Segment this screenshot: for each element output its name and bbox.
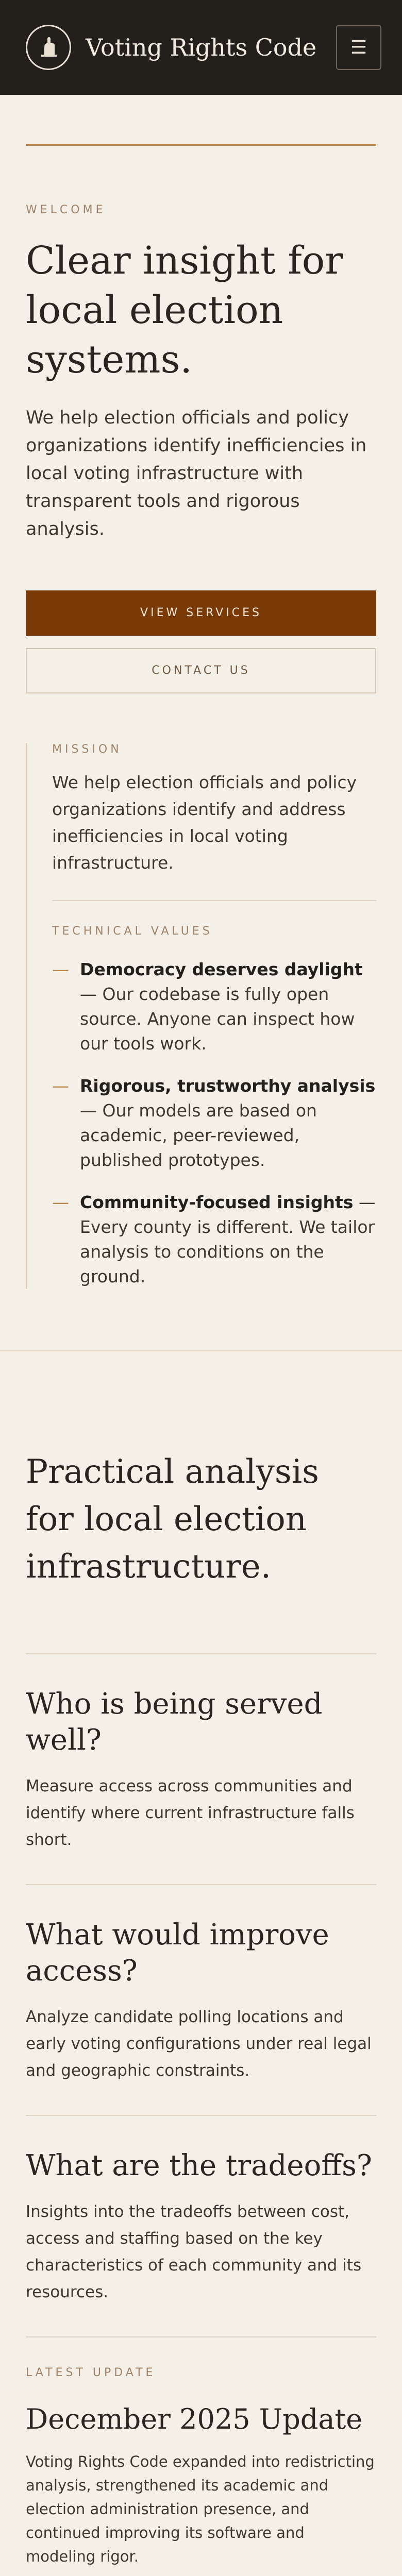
question-card <box>26 1884 376 2115</box>
dash-icon: — <box>52 1192 69 1212</box>
divider <box>52 900 376 901</box>
mission-text: We help election officials and policy organizations identify and address inefficiencies in local voting infrastructure. <box>52 772 357 873</box>
view-services-button[interactable]: VIEW SERVICES <box>26 590 376 636</box>
value-title: Democracy deserves daylight <box>80 959 363 979</box>
question-title: Who is being served well? <box>26 1687 323 1757</box>
mission-panel <box>26 743 376 1289</box>
logo-icon <box>26 25 71 70</box>
question-title: What would improve access? <box>26 1918 329 1988</box>
menu-button[interactable] <box>336 25 381 70</box>
question-card <box>26 2115 376 2336</box>
question-card <box>26 1653 376 1884</box>
question-text: Measure access across communities and identify where current infrastructure falls short. <box>26 1777 355 1849</box>
hero-intro: We help election officials and policy organizations identify inefficiencies in local voting infrastructure with transparent tools and rigorous analysis. <box>26 408 367 539</box>
value-item <box>52 957 376 1056</box>
site-header <box>0 0 402 95</box>
analysis-heading: Practical analysis for local election infrastructure. <box>26 1453 319 1586</box>
site-title: Voting Rights Code <box>86 33 317 61</box>
question-title: What are the tradeoffs? <box>26 2149 372 2182</box>
value-text: — Every county is different. We tailor analysis to conditions on the ground. <box>80 1192 376 1286</box>
value-title: Rigorous, trustworthy analysis <box>80 1076 376 1096</box>
brand[interactable] <box>26 25 316 70</box>
contact-us-button[interactable]: CONTACT US <box>26 648 376 693</box>
dash-icon: — <box>52 1076 69 1096</box>
value-item <box>52 1190 376 1289</box>
update-title: December 2025 Update <box>26 2403 363 2435</box>
value-text: — Our codebase is fully open source. Anyone can inspect how our tools work. <box>80 984 355 1054</box>
hero-section <box>0 146 402 693</box>
value-title: Community-focused insights <box>80 1192 354 1212</box>
hero-eyebrow: WELCOME <box>26 204 106 216</box>
value-item <box>52 1074 376 1173</box>
question-text: Analyze candidate polling locations and early voting configurations under real legal and geographic constraints. <box>26 2008 372 2080</box>
values-eyebrow: TECHNICAL VALUES <box>52 925 213 938</box>
hero-headline: Clear insight for local election systems. <box>26 239 343 382</box>
hamburger-icon: ☰ <box>350 37 367 58</box>
update-eyebrow: LATEST UPDATE <box>26 2366 156 2379</box>
analysis-section <box>0 1351 402 2576</box>
question-text: Insights into the tradeoffs between cost, access and staffing based on the key characteristics of each community and its resources. <box>26 2202 362 2301</box>
latest-update <box>26 2336 376 2576</box>
value-text: — Our models are based on academic, peer-reviewed, published prototypes. <box>80 1100 317 1170</box>
values-list <box>52 957 376 1289</box>
mission-eyebrow: MISSION <box>52 743 122 756</box>
update-text: Voting Rights Code expanded into redistricting analysis, strengthened its academic and election administration presence, and continued improving its software and modeling rigor. <box>26 2453 375 2565</box>
dash-icon: — <box>52 959 69 979</box>
